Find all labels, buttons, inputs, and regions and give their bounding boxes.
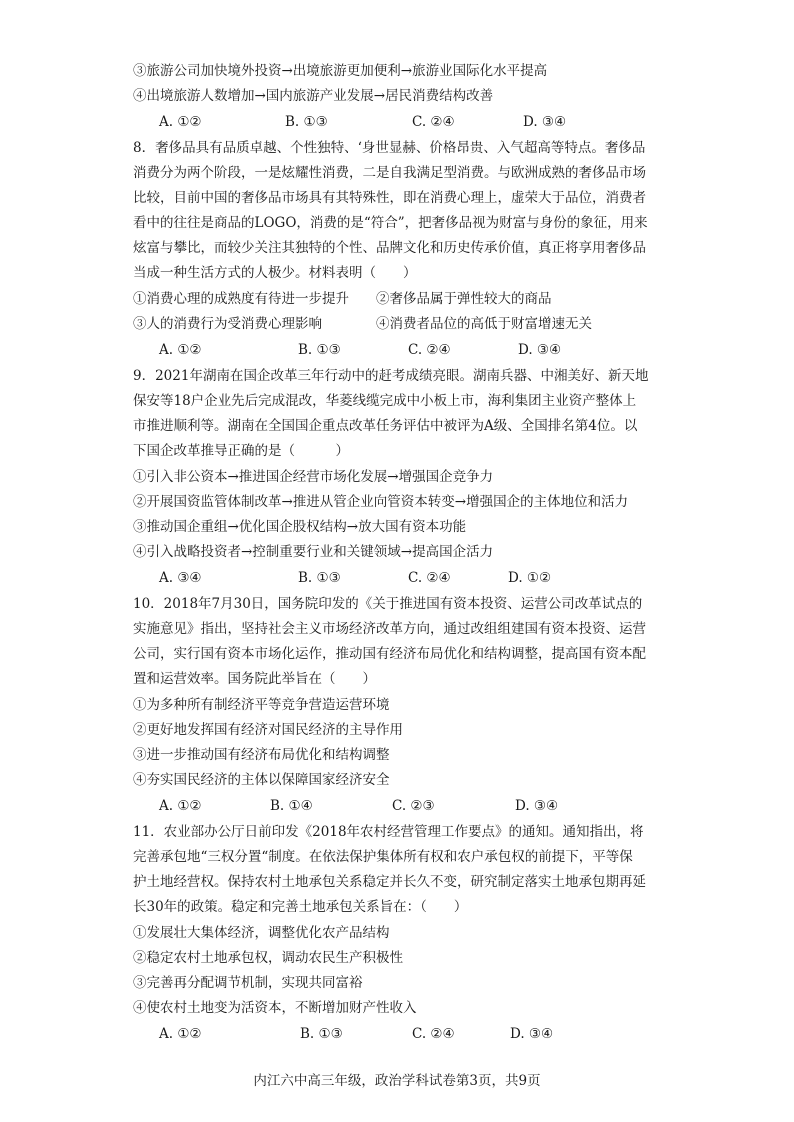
question-stem: 下国企改革推导正确的是（ ） — [133, 443, 349, 459]
choice-c: C. ②③ — [392, 798, 435, 814]
question-stem: 消费分为两个阶段，一是炫耀性消费，二是自我满足型消费。与欧洲成熟的奢侈品市场 — [133, 165, 646, 181]
choice-b: B. ①③ — [300, 1026, 343, 1042]
choice-a: A. ③④ — [159, 570, 202, 586]
choice-c: C. ②④ — [408, 570, 451, 586]
option-item: ④出境旅游人数增加→国内旅游产业发展→居民消费结构改善 — [133, 88, 494, 104]
option-item: ④使农村土地变为活资本，不断增加财产性收入 — [133, 1000, 417, 1016]
option-item: ①消费心理的成熟度有待进一步提升 ②奢侈品属于弹性较大的商品 — [133, 291, 552, 307]
option-item: ④引入战略投资者→控制重要行业和关键领域→提高国企活力 — [133, 544, 494, 560]
choice-d: D. ③④ — [515, 798, 559, 814]
option-item: ①为多种所有制经济平等竞争营造运营环境 — [133, 697, 390, 713]
question-stem: 实施意见》指出，坚持社会主义市场经济改革方向，通过改组组建国有资本投资、运营 — [133, 621, 646, 637]
option-item: ②稳定农村土地承包权，调动农民生产积极性 — [133, 950, 403, 966]
question-stem: 公司，实行国有资本市场化运作，推动国有经济布局优化和结构调整，提高国有资本配 — [133, 646, 646, 662]
question-stem: 11．农业部办公厅日前印发《2018年农村经营管理工作要点》的通知。通知指出，将 — [133, 824, 644, 840]
question-stem: 看中的往往是商品的LOGO，消费的是“符合”，把奢侈品视为财富与身份的象征，用来 — [133, 215, 648, 231]
question-stem: 炫富与攀比，而较少关注其独特的个性、品牌文化和历史传承价值，真正将享用奢侈品 — [133, 240, 646, 256]
question-stem: 比较，目前中国的奢侈品市场具有其特殊性，即在消费心理上，虚荣大于品位，消费者 — [133, 190, 646, 206]
option-item: ③旅游公司加快境外投资→出境旅游更加便利→旅游业国际化水平提高 — [133, 63, 548, 79]
choice-a: A. ①② — [159, 1026, 202, 1042]
choice-b: B. ①③ — [285, 114, 328, 130]
question-stem: 护土地经营权。保持农村土地承包关系稳定并长久不变，研究制定落实土地承包期再延 — [133, 874, 646, 890]
choice-c: C. ②④ — [412, 1026, 455, 1042]
option-item: ①发展壮大集体经济，调整优化农产品结构 — [133, 925, 390, 941]
choice-c: C. ②④ — [408, 342, 451, 358]
choice-a: A. ①② — [159, 342, 202, 358]
question-stem: 市推进顺利等。湖南在全国国企重点改革任务评估中被评为A级、全国排名第4位。以 — [133, 418, 638, 434]
option-item: ④夯实国民经济的主体以保障国家经济安全 — [133, 772, 390, 788]
question-stem: 10．2018年7月30日，国务院印发的《关于推进国有资本投资、运营公司改革试点的 — [133, 596, 643, 612]
question-stem: 完善承包地“三权分置“制度。在依法保护集体所有权和农户承包权的前提下，平等保 — [133, 849, 633, 865]
choice-a: A. ①② — [159, 798, 202, 814]
option-item: ③进一步推动国有经济布局优化和结构调整 — [133, 747, 390, 763]
question-stem: 8．奢侈品具有品质卓越、个性独特、‘身世显赫、价格昂贵、入气超高等特点。奢侈品 — [133, 140, 646, 156]
option-item: ③完善再分配调节机制，实现共同富裕 — [133, 975, 363, 991]
question-stem: 当成一种生活方式的人极少。材料表明（ ） — [133, 265, 417, 281]
choice-b: B. ①③ — [298, 570, 341, 586]
question-stem: 置和运营效率。国务院此举旨在（ ） — [133, 671, 376, 687]
option-item: ②更好地发挥国有经济对国民经济的主导作用 — [133, 722, 403, 738]
choice-b: B. ①④ — [270, 798, 313, 814]
option-item: ①引入非公资本→推进国企经营市场化发展→增强国企竞争力 — [133, 469, 494, 485]
choice-c: C. ②④ — [412, 114, 455, 130]
choice-d: D. ③④ — [510, 1026, 554, 1042]
choice-a: A. ①② — [159, 114, 202, 130]
choice-d: D. ①② — [508, 570, 552, 586]
page-footer: 内江六中高三年级，政治学科试卷第3页，共9页 — [253, 1073, 541, 1089]
question-stem: 保安等18户企业先后完成混改，华菱线缆完成中小板上市，海利集团主业资产整体上 — [133, 393, 637, 409]
question-stem: 长30年的政策。稳定和完善土地承包关系旨在：（ ） — [133, 899, 468, 915]
option-item: ②开展国资监管体制改革→推进从管企业向管资本转变→增强国企的主体地位和活力 — [133, 494, 629, 510]
choice-b: B. ①③ — [298, 342, 341, 358]
choice-d: D. ③④ — [523, 114, 567, 130]
option-item: ③人的消费行为受消费心理影响 ④消费者品位的高低于财富增速无关 — [133, 316, 592, 332]
choice-d: D. ③④ — [518, 342, 562, 358]
question-stem: 9．2021年湖南在国企改革三年行动中的赶考成绩亮眼。湖南兵器、中湘美好、新天地 — [133, 368, 649, 384]
option-item: ③推动国企重组→优化国企股权结构→放大国有资本功能 — [133, 519, 467, 535]
